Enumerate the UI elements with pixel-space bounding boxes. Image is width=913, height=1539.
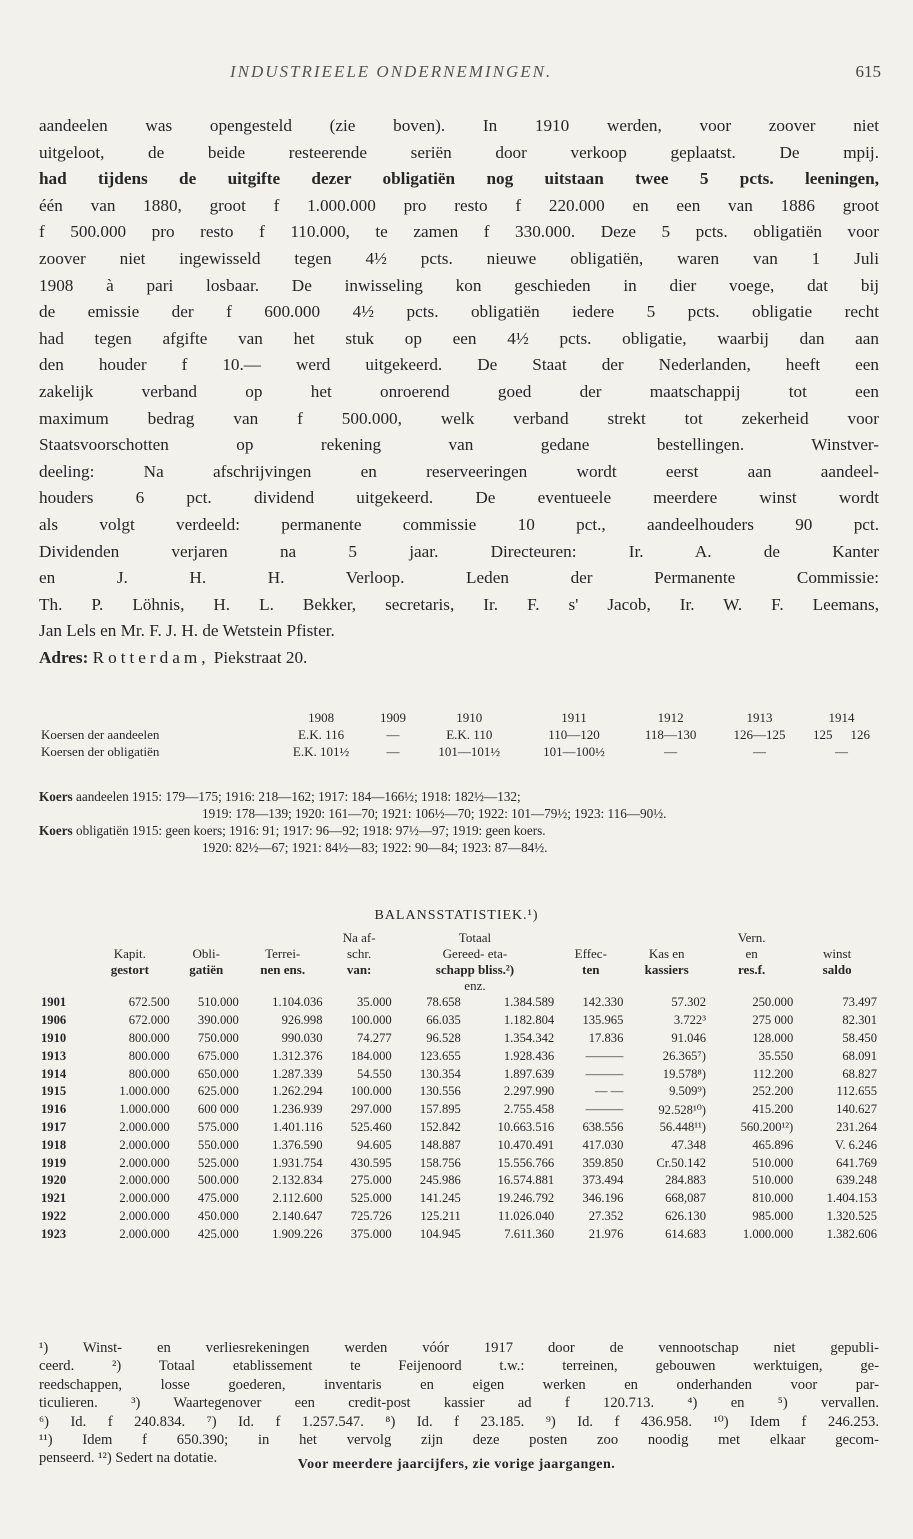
- table-row: [39, 1030, 879, 1048]
- table-cell: 19.246.792: [497, 1191, 555, 1206]
- table-cell: 926.998: [281, 1013, 323, 1028]
- table-row: [39, 1172, 879, 1190]
- body-line: uitgeloot, de beide resteerende seriën door verkoop geplaatst. De mpij.: [39, 142, 879, 162]
- balance-header-cell: [625, 930, 708, 946]
- table-cell: 1.312.376: [272, 1048, 323, 1063]
- table-cell: 2.000.000: [119, 1191, 170, 1206]
- table-cell: 101—100½: [543, 743, 605, 759]
- address-line: [39, 645, 879, 672]
- year-cell: 1915: [41, 1084, 67, 1099]
- body-line: 1908 à pari losbaar. De inwisseling kon geschieden in dier voege, dat bij: [39, 275, 879, 295]
- body-line: de emissie der f 600.000 4½ pcts. obligatiën iedere 5 pcts. obligatie recht: [39, 302, 879, 322]
- table-cell: 82.301: [842, 1013, 877, 1028]
- table-cell: 800.000: [128, 1066, 170, 1081]
- year-cell: 1906: [41, 1013, 67, 1028]
- table-cell: 1.909.226: [272, 1226, 323, 1241]
- table-cell: 465.896: [752, 1137, 794, 1152]
- table-cell: 614.683: [665, 1226, 706, 1241]
- table-cell: —: [386, 743, 400, 759]
- footnote-line: ¹¹) Idem f 650.390; in het vervolg zijn deze posten zoo noodig met elkaar gecom-: [39, 1432, 879, 1449]
- koers-table: [39, 709, 879, 760]
- table-cell: 639.248: [836, 1173, 877, 1188]
- table-cell: 375.000: [350, 1226, 392, 1241]
- balance-header-cell: Terrei-: [265, 946, 301, 961]
- table-cell: 57.302: [671, 995, 706, 1010]
- table-cell: 1.104.036: [272, 995, 323, 1010]
- table-cell: 650.000: [197, 1066, 239, 1081]
- table-cell: 27.352: [588, 1208, 624, 1223]
- table-cell: 390.000: [197, 1013, 239, 1028]
- table-cell: 73.497: [842, 995, 877, 1010]
- table-cell: 1.262.294: [272, 1084, 323, 1099]
- body-line: Th. P. Löhnis, H. L. Bekker, secretaris, Ir. F. s' Jacob, Ir. W. F. Leemans,: [39, 594, 879, 614]
- table-cell: 284.883: [665, 1173, 706, 1188]
- table-row: [39, 726, 879, 743]
- footnote-line: reedschappen, losse goederen, inventaris en eigen werken en onderhanden voor par-: [39, 1376, 879, 1393]
- table-cell: 125: [813, 726, 833, 742]
- table-cell: 510.000: [752, 1173, 794, 1188]
- balance-header-cell: winst: [823, 946, 852, 961]
- table-cell: 275 000: [752, 1013, 794, 1028]
- table-cell: 985.000: [752, 1208, 794, 1223]
- balance-header-cell: Kas en: [648, 946, 685, 961]
- table-cell: 525.000: [197, 1155, 239, 1170]
- table-cell: 104.945: [419, 1226, 461, 1241]
- running-head: [0, 62, 913, 86]
- balance-title: BALANSSTATISTIEK.¹): [374, 908, 539, 923]
- table-cell: 130.556: [419, 1084, 461, 1099]
- table-cell: 126: [850, 726, 870, 742]
- table-cell: 2.132.834: [272, 1173, 323, 1188]
- table-cell: 415.200: [752, 1102, 794, 1117]
- table-cell: 56.448¹¹): [659, 1119, 706, 1134]
- table-cell: 35.000: [357, 995, 392, 1010]
- body-line: den houder f 10.— werd uitgekeerd. De Staat der Nederlanden, heeft een: [39, 355, 879, 375]
- table-cell: 158.756: [419, 1155, 461, 1170]
- table-cell: 118—130: [644, 726, 697, 742]
- table-cell: 668,087: [665, 1191, 706, 1206]
- body-line: had tegen afgifte van het stuk op een 4½ pcts. obligatie, waarbij dan aan: [39, 328, 879, 348]
- table-cell: E.K. 116: [298, 726, 345, 742]
- table-cell: 126—125: [733, 726, 786, 742]
- body-line: houders 6 pct. dividend uitgekeerd. De eventueele meerdere winst wordt: [39, 488, 879, 508]
- koers-line: 1919: 178—139; 1920: 161—70; 1921: 106½—70; 1922: 101—79½; 1923: 116—90½.: [202, 806, 667, 821]
- table-cell: 1.000.000: [742, 1226, 794, 1241]
- table-cell: 68.827: [842, 1066, 877, 1081]
- table-row: [39, 1119, 879, 1137]
- table-cell: 1.928.436: [503, 1048, 555, 1063]
- balance-header-cell: Kapit.: [113, 946, 146, 961]
- body-line: deeling: Na afschrijvingen en reserveeringen wordt eerst aan aandeel-: [39, 461, 879, 481]
- balance-header-cell: [39, 946, 88, 962]
- table-cell: —: [835, 743, 849, 759]
- table-cell: 672.000: [128, 1013, 170, 1028]
- table-cell: 425.000: [197, 1226, 239, 1241]
- table-row: [39, 1012, 879, 1030]
- body-line: zoover niet ingewisseld tegen 4½ pcts. nieuwe obligatiën, waren van 1 Juli: [39, 248, 879, 268]
- year-cell: 1920: [41, 1173, 67, 1188]
- table-cell: 54.550: [357, 1066, 392, 1081]
- table-cell: 525.000: [350, 1191, 392, 1206]
- table-cell: 750.000: [197, 1030, 239, 1045]
- table-cell: ———: [585, 1048, 624, 1063]
- table-cell: Cr.50.142: [656, 1155, 706, 1170]
- table-cell: 110—120: [548, 726, 600, 742]
- footnote-line: ceerd. ²) Totaal etablissement te Feijenoord t.w.: terreinen, gebouwen werktuigen, ge-: [39, 1358, 879, 1375]
- table-cell: 3.722³: [673, 1013, 706, 1028]
- year-cell: 1923: [41, 1226, 67, 1241]
- table-cell: 1.401.116: [272, 1119, 323, 1134]
- table-cell: 626.130: [665, 1208, 706, 1223]
- balance-header-cell: [39, 978, 88, 994]
- table-cell: 417.030: [582, 1137, 624, 1152]
- body-line: maximum bedrag van f 500.000, welk verband strekt tot zekerheid voor: [39, 408, 879, 428]
- table-cell: 130.354: [419, 1066, 461, 1081]
- table-cell: 510.000: [752, 1155, 794, 1170]
- balance-header-cell: [172, 930, 241, 946]
- balance-header-cell: Effec-: [574, 946, 607, 961]
- table-cell: 297.000: [350, 1102, 392, 1117]
- table-cell: 140.627: [836, 1102, 877, 1117]
- balance-header-row: [39, 930, 879, 946]
- year-cell: 1914: [41, 1066, 67, 1081]
- balance-header-cell: van:: [346, 962, 372, 977]
- table-cell: E.K. 110: [446, 726, 493, 742]
- table-row: [39, 1208, 879, 1226]
- table-cell: 250.000: [752, 995, 794, 1010]
- table-cell: 1.931.754: [272, 1155, 323, 1170]
- table-cell: —: [752, 743, 766, 759]
- table-cell: 16.574.881: [497, 1173, 555, 1188]
- body-line: en J. H. H. Verloop. Leden der Permanente Commissie:: [39, 568, 879, 588]
- koers-year-row: [39, 709, 879, 726]
- table-cell: 525.460: [350, 1119, 392, 1134]
- table-cell: 359.850: [582, 1155, 624, 1170]
- year-cell: 1917: [41, 1119, 67, 1134]
- table-cell: 2.755.458: [503, 1102, 555, 1117]
- table-cell: 373.494: [582, 1173, 624, 1188]
- closing-note: Voor meerdere jaarcijfers, zie vorige jaargangen.: [297, 1457, 616, 1472]
- table-cell: 600 000: [197, 1102, 239, 1117]
- table-cell: 47.348: [671, 1137, 706, 1152]
- body-paragraph: [39, 113, 879, 671]
- table-cell: 35.550: [758, 1048, 794, 1063]
- address-label: Adres:: [39, 647, 89, 667]
- table-cell: 560.200¹²): [740, 1119, 794, 1134]
- year-cell: 1916: [41, 1102, 67, 1117]
- balance-table: [39, 930, 879, 1243]
- table-row: [39, 1136, 879, 1154]
- balance-header-cell: en: [745, 946, 758, 961]
- table-cell: 112.200: [752, 1066, 794, 1081]
- balance-header-cell: [241, 930, 325, 946]
- table-cell: 2.140.647: [272, 1208, 323, 1223]
- balance-header-cell: [556, 978, 625, 994]
- koers-line: 1920: 82½—67; 1921: 84½—83; 1922: 90—84; 1923: 87—84½.: [202, 840, 548, 855]
- table-cell: 74.277: [357, 1030, 392, 1045]
- table-cell: 19.578⁸): [662, 1066, 706, 1081]
- table-cell: 91.046: [671, 1030, 706, 1045]
- table-cell: —: [664, 743, 678, 759]
- footnote-line: ticulieren. ³) Waartegenover een credit-post kassier ad f 120.713. ⁴) en ⁵) vervallen.: [39, 1395, 879, 1412]
- balance-header-cell: schr.: [347, 946, 372, 961]
- table-cell: 245.986: [419, 1173, 461, 1188]
- page-number: 615: [855, 62, 881, 81]
- table-cell: 1.182.804: [503, 1013, 555, 1028]
- year-cell: 1910: [41, 1030, 67, 1045]
- table-cell: 800.000: [128, 1048, 170, 1063]
- balance-header-cell: [39, 930, 88, 946]
- table-cell: 141.245: [419, 1191, 461, 1206]
- table-row: [39, 994, 879, 1012]
- balance-header-cell: [88, 978, 172, 994]
- year-cell: 1911: [561, 709, 587, 725]
- balance-header-cell: [39, 962, 88, 978]
- balance-header-cell: ten: [582, 962, 600, 977]
- table-cell: 252.200: [752, 1084, 794, 1099]
- footnotes: [39, 1339, 879, 1468]
- table-cell: — —: [595, 1084, 624, 1099]
- table-cell: 78.658: [426, 995, 461, 1010]
- table-cell: 475.000: [197, 1191, 239, 1206]
- table-cell: 2.000.000: [119, 1173, 170, 1188]
- body-line: had tijdens de uitgifte dezer obligatiën nog uitstaan twee 5 pcts. leeningen,: [39, 169, 879, 189]
- balance-header-row: [39, 946, 879, 962]
- table-cell: 21.976: [588, 1226, 624, 1241]
- running-title: INDUSTRIEELE ONDERNEMINGEN.: [230, 62, 553, 81]
- table-cell: V. 6.246: [834, 1137, 877, 1152]
- table-cell: 96.528: [426, 1030, 461, 1045]
- koers-label: Koers: [39, 789, 73, 804]
- table-cell: 123.655: [419, 1048, 461, 1063]
- table-cell: 346.196: [582, 1191, 624, 1206]
- table-cell: 2.000.000: [119, 1155, 170, 1170]
- footnote-line: penseerd. ¹²) Sedert na dotatie.: [39, 1450, 218, 1467]
- table-cell: 142.330: [582, 995, 624, 1010]
- table-cell: 152.842: [419, 1119, 461, 1134]
- table-cell: 1.404.153: [826, 1191, 877, 1206]
- table-cell: 1.354.342: [503, 1030, 555, 1045]
- table-row: [39, 1101, 879, 1119]
- table-cell: 135.965: [582, 1013, 624, 1028]
- table-cell: 625.000: [197, 1084, 239, 1099]
- balance-header-cell: [88, 930, 172, 946]
- table-cell: 11.026.040: [498, 1208, 555, 1223]
- balance-header-cell: gatiën: [189, 962, 224, 977]
- table-cell: 1.236.939: [272, 1102, 323, 1117]
- balance-header-cell: nen ens.: [260, 962, 306, 977]
- year-cell: 1909: [380, 709, 407, 725]
- balance-header-cell: Gereed- eta-: [442, 946, 508, 961]
- table-cell: 275.000: [350, 1173, 392, 1188]
- table-cell: 26.365⁷): [662, 1048, 706, 1063]
- row-label: Koersen der aandeelen: [41, 726, 160, 742]
- address-street: Piekstraat 20.: [213, 647, 308, 667]
- table-cell: 58.450: [842, 1030, 877, 1045]
- table-cell: 2.297.990: [503, 1084, 555, 1099]
- balance-header-cell: res.f.: [738, 962, 766, 977]
- balance-header-cell: enz.: [464, 978, 486, 993]
- table-cell: 2.000.000: [119, 1137, 170, 1152]
- table-cell: 101—101½: [438, 743, 501, 759]
- year-cell: 1910: [456, 709, 483, 725]
- table-cell: 638.556: [582, 1119, 624, 1134]
- table-cell: 2.000.000: [119, 1208, 170, 1223]
- table-cell: 1.000.000: [119, 1084, 170, 1099]
- row-label: Koersen der obligatiën: [41, 743, 160, 759]
- table-cell: 1.376.590: [272, 1137, 323, 1152]
- balance-header-cell: [625, 978, 708, 994]
- table-row: [39, 743, 879, 760]
- year-cell: 1901: [41, 995, 67, 1010]
- balance-header-cell: schapp bliss.²): [435, 962, 515, 977]
- table-cell: 2.000.000: [119, 1226, 170, 1241]
- table-cell: —: [386, 726, 400, 742]
- table-cell: 10.470.491: [497, 1137, 555, 1152]
- body-line: Dividenden verjaren na 5 jaar. Directeuren: Ir. A. de Kanter: [39, 541, 879, 561]
- table-cell: 810.000: [752, 1191, 794, 1206]
- year-cell: 1913: [41, 1048, 67, 1063]
- table-cell: 94.605: [357, 1137, 392, 1152]
- body-line: aandeelen was opengesteld (zie boven). In 1910 werden, voor zoover niet: [39, 116, 879, 135]
- table-cell: 1.287.339: [272, 1066, 323, 1081]
- table-cell: 500.000: [197, 1173, 239, 1188]
- year-cell: 1908: [308, 709, 335, 725]
- body-line: één van 1880, groot f 1.000.000 pro resto f 220.000 en een van 1886 groot: [39, 195, 879, 215]
- balance-header-cell: kassiers: [644, 962, 689, 977]
- balance-header-cell: Totaal: [458, 930, 492, 945]
- balance-header-row: [39, 962, 879, 978]
- table-cell: 1.320.525: [826, 1208, 877, 1223]
- table-cell: 510.000: [197, 995, 239, 1010]
- table-cell: 15.556.766: [497, 1155, 555, 1170]
- table-cell: 128.000: [752, 1030, 794, 1045]
- body-line: als volgt verdeeld: permanente commissie 10 pct., aandeelhouders 90 pct.: [39, 514, 879, 534]
- balance-header-cell: Obli-: [192, 946, 220, 961]
- table-cell: 550.000: [197, 1137, 239, 1152]
- address-city: Rotterdam,: [92, 647, 210, 667]
- balance-header-cell: [325, 978, 394, 994]
- table-cell: 800.000: [128, 1030, 170, 1045]
- year-cell: 1914: [828, 709, 855, 725]
- table-cell: 157.895: [419, 1102, 461, 1117]
- table-cell: 125.211: [420, 1208, 461, 1223]
- koers-line: Koers aandeelen 1915: 179—175; 1916: 218—162; 1917: 184—166½; 1918: 182½—132;: [39, 789, 521, 804]
- koers-line: Koers obligatiën 1915: geen koers; 1916: 91; 1917: 96—92; 1918: 97½—97; 1919: geen koers.: [39, 823, 546, 838]
- table-cell: 450.000: [197, 1208, 239, 1223]
- body-line: Jan Lels en Mr. F. J. H. de Wetstein Pfister.: [39, 621, 335, 641]
- table-cell: 68.091: [842, 1048, 877, 1063]
- table-cell: 1.384.589: [503, 995, 555, 1010]
- koers-history: [39, 788, 879, 856]
- table-cell: 725.726: [350, 1208, 392, 1223]
- table-cell: 10.663.516: [497, 1119, 555, 1134]
- table-cell: 17.836: [588, 1030, 624, 1045]
- year-cell: 1912: [657, 709, 684, 725]
- footnote-line: ¹) Winst- en verliesrekeningen werden vóór 1917 door de vennootschap niet gepubli-: [39, 1340, 879, 1356]
- balance-header-row: [39, 978, 879, 994]
- balance-header-cell: [241, 978, 325, 994]
- koers-label: Koers: [39, 823, 73, 838]
- table-cell: ———: [585, 1066, 624, 1081]
- table-cell: 575.000: [197, 1119, 239, 1134]
- balance-header-cell: Na af-: [342, 930, 376, 945]
- table-row: [39, 1225, 879, 1243]
- balance-header-cell: [708, 978, 795, 994]
- table-cell: 66.035: [426, 1013, 461, 1028]
- body-line: zakelijk verband op het onroerend goed der maatschappij tot een: [39, 381, 879, 401]
- year-cell: 1913: [746, 709, 773, 725]
- table-cell: 148.887: [419, 1137, 461, 1152]
- body-line: Staatsvoorschotten op rekening van gedane bestellingen. Winstver-: [39, 435, 879, 455]
- year-cell: 1919: [41, 1155, 67, 1170]
- table-cell: 2.000.000: [119, 1119, 170, 1134]
- balance-header-cell: [556, 930, 625, 946]
- table-cell: ———: [585, 1102, 624, 1117]
- table-cell: 100.000: [350, 1084, 392, 1099]
- balance-header-cell: gestort: [110, 962, 149, 977]
- table-row: [39, 1154, 879, 1172]
- footnote-line: ⁶) Id. f 240.834. ⁷) Id. f 1.257.547. ⁸) Id. f 23.185. ⁹) Id. f 436.958. ¹⁰) Idem f 246.253.: [39, 1413, 879, 1430]
- year-cell: 1921: [41, 1191, 67, 1206]
- table-cell: 7.611.360: [504, 1226, 555, 1241]
- balance-header-cell: [795, 978, 879, 994]
- table-cell: E.K. 101½: [292, 743, 350, 759]
- table-cell: 1.897.639: [503, 1066, 555, 1081]
- table-cell: 2.112.600: [272, 1191, 323, 1206]
- table-cell: 672.500: [128, 995, 170, 1010]
- year-cell: 1918: [41, 1137, 67, 1152]
- table-cell: 100.000: [350, 1013, 392, 1028]
- table-row: [39, 1065, 879, 1083]
- table-cell: 990.030: [281, 1030, 323, 1045]
- balance-header-cell: [172, 978, 241, 994]
- table-cell: 112.655: [836, 1084, 877, 1099]
- table-cell: 231.264: [836, 1119, 877, 1134]
- table-cell: 641.769: [836, 1155, 877, 1170]
- table-row: [39, 1190, 879, 1208]
- balance-header-cell: Vern.: [737, 930, 766, 945]
- table-cell: 1.000.000: [119, 1102, 170, 1117]
- table-row: [39, 1083, 879, 1101]
- table-cell: 430.595: [350, 1155, 392, 1170]
- body-line: f 500.000 pro resto f 110.000, te zamen f 330.000. Deze 5 pcts. obligatiën voor: [39, 222, 879, 242]
- table-cell: 675.000: [197, 1048, 239, 1063]
- table-row: [39, 1047, 879, 1065]
- year-cell: 1922: [41, 1208, 67, 1223]
- table-cell: 184.000: [350, 1048, 392, 1063]
- table-cell: 9.509⁹): [669, 1084, 706, 1099]
- table-cell: 92.528¹⁰): [658, 1102, 706, 1117]
- table-cell: 1.382.606: [826, 1226, 877, 1241]
- balance-header-cell: saldo: [822, 962, 852, 977]
